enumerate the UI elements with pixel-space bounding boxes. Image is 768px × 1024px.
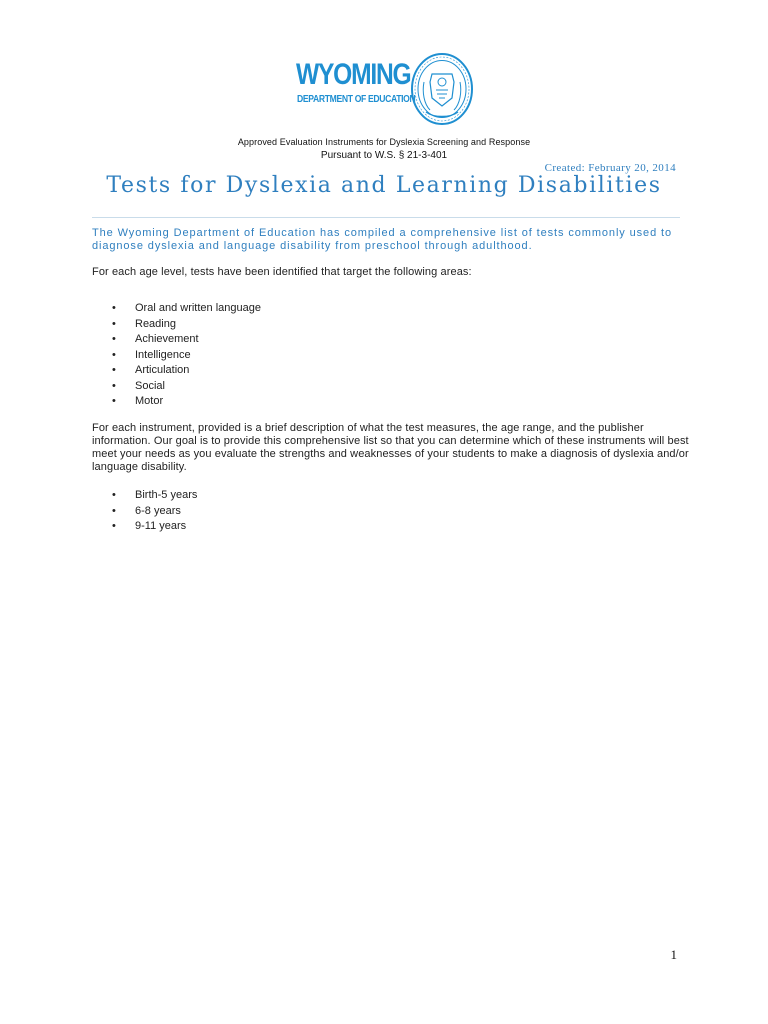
approved-instruments-line: Approved Evaluation Instruments for Dyslexia Screening and Response bbox=[237, 137, 531, 147]
age-ranges-list bbox=[92, 488, 197, 535]
intro-paragraph: The Wyoming Department of Education has compiled a comprehensive list of tests commonly used to diagnose dyslexia and language disability from preschool through adulthood. bbox=[92, 227, 673, 252]
list-item: • 9-11 years bbox=[92, 519, 197, 535]
page-title: Tests for Dyslexia and Learning Disabilities bbox=[106, 173, 662, 198]
list-item: • Reading bbox=[92, 317, 261, 333]
list-item: • Oral and written language bbox=[92, 301, 261, 317]
list-item: • Birth-5 years bbox=[92, 488, 197, 504]
title-divider bbox=[92, 217, 680, 218]
logo-subtitle: DEPARTMENT OF EDUCATION bbox=[297, 94, 416, 105]
list-item: • 6-8 years bbox=[92, 504, 197, 520]
created-date: Created: February 20, 2014 bbox=[544, 162, 676, 174]
logo-wordmark: WYOMING bbox=[296, 58, 411, 91]
wyoming-doe-logo bbox=[296, 52, 476, 126]
page-number: 1 bbox=[670, 947, 677, 962]
list-item: • Articulation bbox=[92, 363, 261, 379]
list-item: • Motor bbox=[92, 394, 261, 410]
list-item: • Achievement bbox=[92, 332, 261, 348]
list-item: • Intelligence bbox=[92, 348, 261, 364]
state-seal-icon bbox=[410, 52, 474, 126]
list-item: • Social bbox=[92, 379, 261, 395]
instrument-paragraph: For each instrument, provided is a brief description of what the test measures, the age range, and the publisher information. Our goal is to provide this comprehensive list so that you can determine which of these instruments will best meet your needs as you evaluate the strengths and weaknesses of your students to make a diagnosis of dyslexia and/or language disability. bbox=[92, 422, 689, 473]
target-areas-list bbox=[92, 301, 261, 410]
areas-intro-paragraph: For each age level, tests have been identified that target the following areas: bbox=[92, 266, 472, 278]
pursuant-statute-line: Pursuant to W.S. § 21-3-401 bbox=[320, 150, 448, 161]
